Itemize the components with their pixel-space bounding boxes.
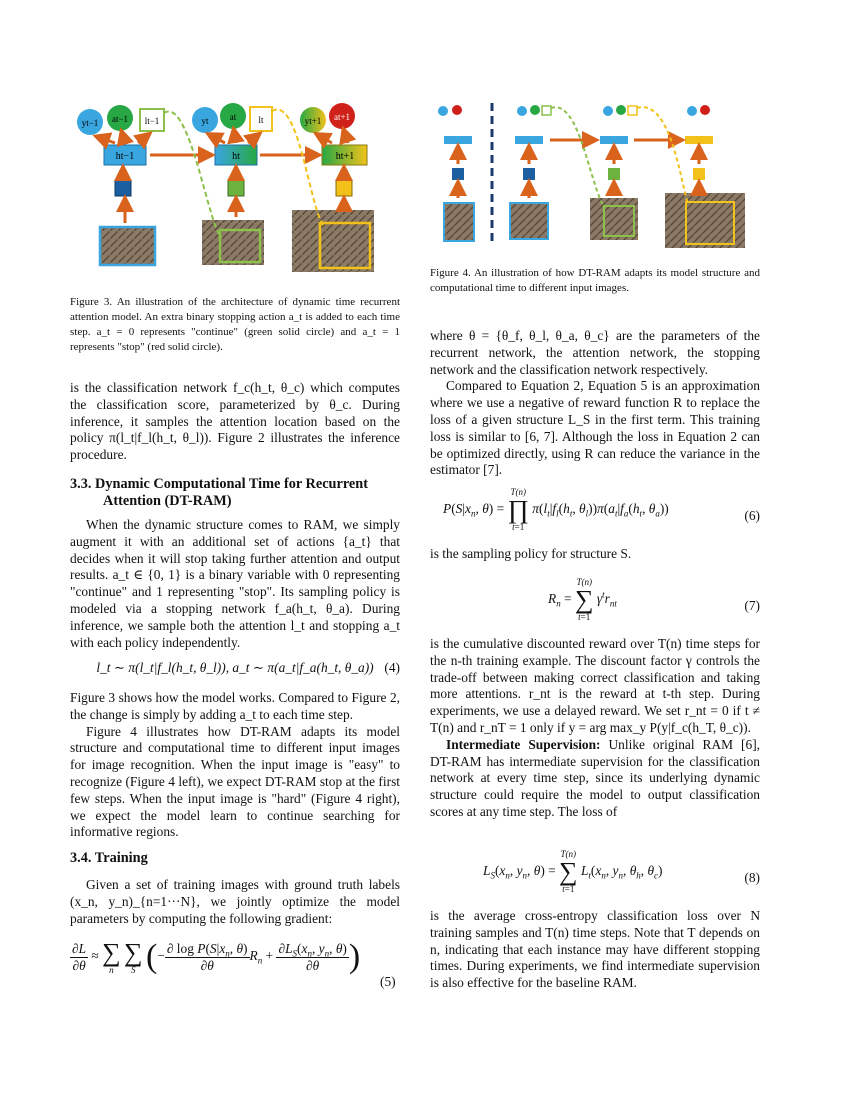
figure-4-caption: Figure 4. An illustration of how DT-RAM adapts its model structure and computational time to different input images. <box>430 267 760 294</box>
glimpse-next <box>336 180 352 196</box>
image-prev <box>100 227 155 265</box>
right-para-5-body: Unlike original RAM [6], DT-RAM has intermediate supervision for the classification network at every time step, since its underlying dynamic structure could require the model to output classification scores at any time step. The loss of <box>430 736 760 819</box>
figure-3-diagram <box>70 95 410 280</box>
equation-6: $P(S|x_n$, θ) = T(n) ∏ t=1 $\pi(l_t|f_l(h_t$, $\theta_l))\pi(a_t|f_a(h_t$, $\theta_a$)) (6) <box>443 487 760 532</box>
intermediate-supervision-heading: Intermediate Supervision: <box>446 736 601 752</box>
right-column-4 <box>430 908 760 992</box>
glimpse-cur <box>228 180 244 196</box>
equation-6-number: (6) <box>744 508 760 523</box>
equation-5-number: (5) <box>380 974 396 989</box>
figure-4 <box>430 98 765 248</box>
h-prev-label: ht−1 <box>115 151 135 162</box>
section-3-4-heading: 3.4. Training <box>70 850 148 866</box>
y-next-label: yt+1 <box>304 116 322 126</box>
left-para-2: When the dynamic structure comes to RAM, we simply augment it with an additional set of actions {a_t} that decides when it will stop taking further attention and output results. a_t ∈ {0, 1} is a binary variable with 0 representing "continue" and 1 representing "stop". Its sampling policy is modeled via a stopping network f_a(h_t, θ_a). During inference, we sample both the attention l_t and stopping a_t with each policy independently. <box>70 517 400 650</box>
equation-5: $\frac{\partial L}{\partial\theta}$ ≈ ∑ n ∑ S (− $\frac{\partial \log P(S|x_n, \theta)}{\partial\theta}$ $R_n$ + $\frac{\partial L_S(x_n, y_n, \theta)}{\partial\theta}$ ) <box>72 937 361 975</box>
left-para-1: is the classification network f_c(h_t, θ_c) which computes the classification score, parameterized by θ_c. During inference, it samples the attention location based on the policy π(l_t|f_l(h_t, θ_l)). Figure 2 illustrates the inference procedure. <box>70 380 400 463</box>
right-column-3 <box>430 636 760 821</box>
section-3-3-heading <box>70 476 400 510</box>
glimpse-prev <box>115 180 131 196</box>
section-3-3-title-line1: Dynamic Computational Time for Recurrent <box>95 476 368 492</box>
y-prev-label: yt−1 <box>81 118 99 128</box>
right-para-4: is the cumulative discounted reward over T(n) time steps for the n-th training example. The discount factor γ controls the trade-off between making correct classification and taking more attentions. r_nt is the reward at t-th step. During experiments, we use a delayed reward. We set r_nt = 0 if t ≠ T(n) and r_nT = 1 only if y = arg max_y P(y|f_c(h_T, θ_c)). <box>430 636 760 735</box>
equation-8-number: (8) <box>744 870 760 885</box>
figure-4-diagram <box>430 98 765 248</box>
left-column-3 <box>70 690 400 841</box>
image-next <box>292 210 374 272</box>
equation-4 <box>70 660 400 676</box>
l-cur-label: lt <box>258 115 264 125</box>
left-column-4 <box>70 877 400 927</box>
h-cur-label: ht <box>232 151 240 162</box>
l-prev-label: lt−1 <box>144 116 160 126</box>
a-cur-label: at <box>229 112 237 122</box>
image-cur <box>202 220 264 265</box>
h-next-label: ht+1 <box>335 151 355 162</box>
right-para-3: is the sampling policy for structure S. <box>430 546 632 561</box>
right-para-1: where θ = {θ_f, θ_l, θ_a, θ_c} are the parameters of the recurrent network, the attention network, the stopping network and the classification network respectively. <box>430 328 760 377</box>
equation-7-number: (7) <box>744 598 760 613</box>
left-para-3: Figure 3 shows how the model works. Compared to Figure 2, the change is simply by adding a_t to each time step. <box>70 690 400 722</box>
right-para-6: is the average cross-entropy classification loss over N training samples and T(n) time steps. Note that T depends on n, indicating that each instance may have different stopping times. During experiments, we find intermediate supervision is also effective for the baseline RAM. <box>430 908 760 991</box>
left-para-4: Figure 4 illustrates how DT-RAM adapts its model structure and computational time to different input images for image recognition. When the input image is "easy" to recognize (Figure 4 left), we expect DT-RAM stop at the first few steps. When the input image is "hard" (Figure 4 right), we expect the model learn to continue searching for informative regions. <box>70 723 400 840</box>
equation-4-number: (4) <box>384 660 400 675</box>
left-para-5: Given a set of training images with ground truth labels (x_n, y_n)_{n=1···N}, we jointly optimize the model parameters by computing the following gradient: <box>70 877 400 926</box>
equation-4-body: l_t ∼ π(l_t|f_l(h_t, θ_l)), a_t ∼ π(a_t|f_a(h_t, θ_a)) <box>96 660 374 675</box>
equation-7: $R_n$ = T(n) ∑ t=1 $\gamma^tr_{nt}$ (7) <box>548 577 760 622</box>
right-para-2: Compared to Equation 2, Equation 5 is an approximation where we use a negative of reward function R to replace the loss of a given structure L_S in the first term. This training loss is similar to [6, 7]. Although the loss in Equation 2 can be optimized directly, using R can reduce the variance in the estimator [7]. <box>430 378 760 478</box>
section-3-3-number: 3.3. <box>70 476 92 492</box>
a-prev-label: at−1 <box>111 114 129 124</box>
right-column <box>430 328 760 479</box>
right-para-5 <box>430 737 760 821</box>
y-cur-label: yt <box>201 116 209 126</box>
a-next-label: at+1 <box>333 112 351 122</box>
left-column <box>70 380 400 464</box>
left-column-2 <box>70 517 400 651</box>
section-3-3-title-line2: Attention (DT-RAM) <box>103 493 232 509</box>
equation-8: $L_S(x_n$, $y_n$, θ) = T(n) ∑ t=1 $L_t(x_n$, $y_n$, $\theta_h$, $\theta_c$) (8) <box>483 849 760 894</box>
figure-3-caption: Figure 3. An illustration of the architecture of dynamic time recurrent attention model. An extra binary stopping action a_t is added to each time step. a_t = 0 represents "continue" (green solid circle) and a_t = 1 represents "stop" (red solid circle). <box>70 296 400 353</box>
right-column-2 <box>430 546 760 563</box>
figure-3 <box>70 95 410 280</box>
